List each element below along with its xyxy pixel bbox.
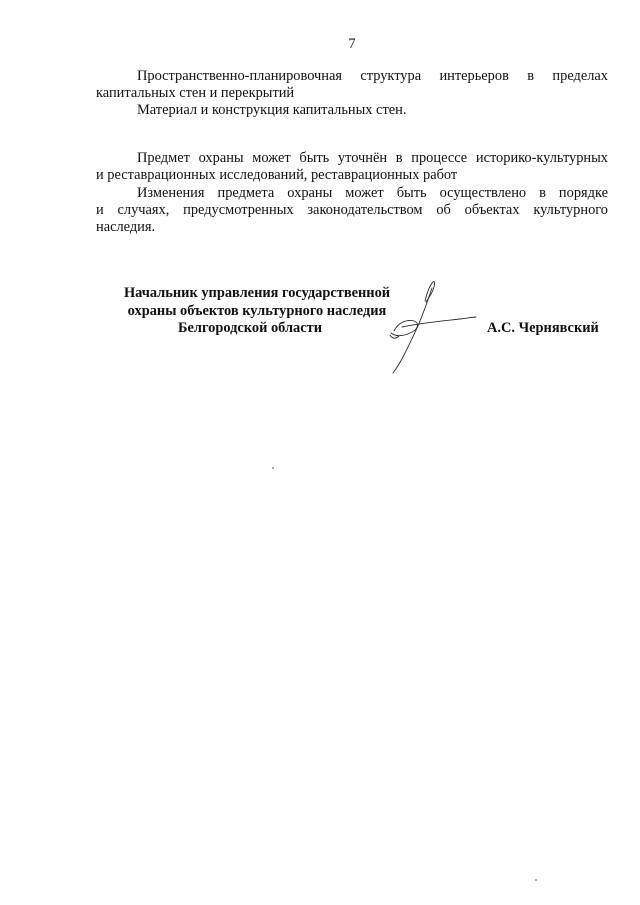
paragraph-line: Материал и конструкция капитальных стен.: [137, 102, 407, 118]
signature-stroke: [402, 317, 476, 327]
paragraph-line: Изменения предмета охраны может быть осуществлено в порядке: [137, 185, 608, 201]
signatory-position: [86, 285, 428, 338]
paragraph-line: наследия.: [96, 219, 156, 235]
signature-stroke: [393, 288, 432, 373]
scan-speck: [272, 467, 274, 469]
signatory-name: А.С. Чернявский: [487, 320, 599, 336]
paragraph-protection-refinement: [96, 150, 608, 184]
signature-stroke: [425, 282, 435, 302]
paragraph-line: Пространственно-планировочная структура интерьеров в пределах: [137, 68, 608, 84]
paragraph-line: и реставрационных исследований, реставрационных работ: [96, 167, 458, 183]
page-number: 7: [348, 36, 356, 52]
paragraph-line: Предмет охраны может быть уточнён в процессе историко-культурных: [137, 150, 608, 166]
signature-stroke: [391, 320, 417, 335]
handwritten-signature: [380, 275, 490, 380]
paragraph-line: и случаях, предусмотренных законодательством об объектах культурного: [96, 202, 608, 218]
position-line: охраны объектов культурного наследия: [127, 302, 387, 319]
position-line: Начальник управления государственной: [123, 285, 391, 301]
paragraph-line: капитальных стен и перекрытий: [96, 85, 295, 101]
paragraph-interior-structure: [96, 68, 608, 102]
scan-speck: [535, 879, 537, 881]
position-line: Белгородской области: [177, 320, 323, 336]
paragraph-protection-changes: [96, 185, 608, 236]
paragraph-wall-material: [96, 102, 608, 119]
